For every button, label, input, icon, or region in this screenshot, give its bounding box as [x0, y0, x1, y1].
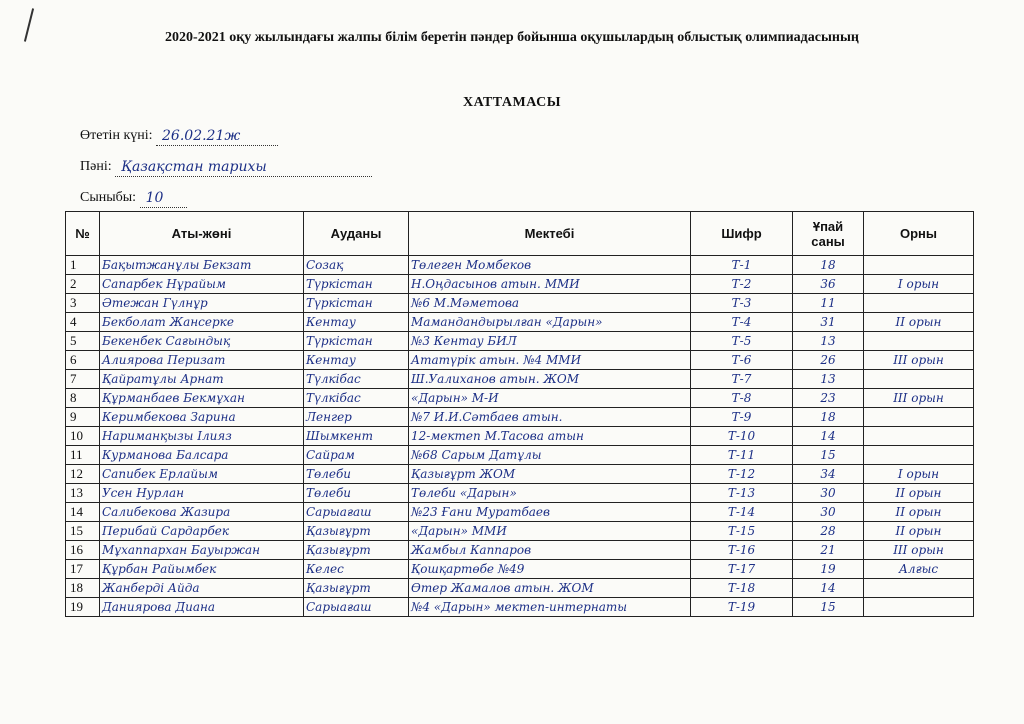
cell-school: Төлеген Момбеков [409, 256, 691, 275]
cell-district: Түркістан [304, 294, 409, 313]
cell-name: Мұхаппархан Бауыржан [100, 541, 304, 560]
cell-school: Қазығұрт ЖОМ [409, 465, 691, 484]
cell-place: I орын [864, 465, 974, 484]
cell-score: 30 [793, 503, 864, 522]
cell-score: 28 [793, 522, 864, 541]
cell-num: 4 [66, 313, 100, 332]
date-field [80, 126, 278, 146]
cell-num: 1 [66, 256, 100, 275]
cell-num: 7 [66, 370, 100, 389]
grade-value: 10 [140, 189, 187, 208]
cell-cipher: Т-2 [691, 275, 793, 294]
table-row [66, 294, 974, 313]
cell-place: I орын [864, 275, 974, 294]
cell-num: 9 [66, 408, 100, 427]
table-row [66, 598, 974, 617]
cell-score: 15 [793, 598, 864, 617]
cell-cipher: Т-17 [691, 560, 793, 579]
cell-district: Қазығұрт [304, 541, 409, 560]
cell-cipher: Т-12 [691, 465, 793, 484]
cell-place: II орын [864, 503, 974, 522]
cell-district: Сайрам [304, 446, 409, 465]
cell-num: 18 [66, 579, 100, 598]
cell-cipher: Т-4 [691, 313, 793, 332]
cell-num: 16 [66, 541, 100, 560]
cell-school: «Дарын» М-И [409, 389, 691, 408]
cell-num: 14 [66, 503, 100, 522]
cell-num: 15 [66, 522, 100, 541]
cell-score: 11 [793, 294, 864, 313]
cell-score: 34 [793, 465, 864, 484]
cell-cipher: Т-7 [691, 370, 793, 389]
cell-cipher: Т-8 [691, 389, 793, 408]
cell-place: Алғыс [864, 560, 974, 579]
cell-place: III орын [864, 389, 974, 408]
cell-school: 12-мектеп М.Тасова атын [409, 427, 691, 446]
cell-num: 12 [66, 465, 100, 484]
cell-school: Қошқартөбе №49 [409, 560, 691, 579]
table-row [66, 408, 974, 427]
cell-cipher: Т-6 [691, 351, 793, 370]
cell-name: Құрбан Райымбек [100, 560, 304, 579]
cell-score: 15 [793, 446, 864, 465]
cell-cipher: Т-19 [691, 598, 793, 617]
cell-cipher: Т-13 [691, 484, 793, 503]
cell-num: 13 [66, 484, 100, 503]
header-score: Ұпай саны [793, 212, 864, 256]
cell-score: 31 [793, 313, 864, 332]
cell-score: 14 [793, 427, 864, 446]
cell-district: Қазығұрт [304, 579, 409, 598]
cell-num: 2 [66, 275, 100, 294]
cell-school: Мамандандырылған «Дарын» [409, 313, 691, 332]
cell-place: II орын [864, 484, 974, 503]
cell-district: Кентау [304, 313, 409, 332]
cell-district: Сарыағаш [304, 598, 409, 617]
cell-district: Түлкібас [304, 389, 409, 408]
cell-cipher: Т-3 [691, 294, 793, 313]
cell-score: 18 [793, 408, 864, 427]
cell-name: Сапарбек Нұрайым [100, 275, 304, 294]
header-cipher: Шифр [691, 212, 793, 256]
cell-district: Созақ [304, 256, 409, 275]
subject-value: Қазақстан тарихы [115, 158, 372, 177]
cell-district: Ленгер [304, 408, 409, 427]
cell-district: Төлеби [304, 484, 409, 503]
cell-name: Бекенбек Сағындық [100, 332, 304, 351]
cell-name: Керимбекова Зарина [100, 408, 304, 427]
cell-name: Бекболат Жансерке [100, 313, 304, 332]
cell-district: Қазығұрт [304, 522, 409, 541]
header-name: Аты-жөні [100, 212, 304, 256]
cell-place [864, 579, 974, 598]
cell-name: Алиярова Перизат [100, 351, 304, 370]
cell-place: III орын [864, 541, 974, 560]
table-row [66, 579, 974, 598]
cell-district: Кентау [304, 351, 409, 370]
cell-school: №3 Кентау БИЛ [409, 332, 691, 351]
cell-name: Бақытжанұлы Бекзат [100, 256, 304, 275]
cell-school: Өтер Жамалов атын. ЖОМ [409, 579, 691, 598]
cell-cipher: Т-9 [691, 408, 793, 427]
grade-field [80, 188, 187, 208]
cell-name: Жанберді Айда [100, 579, 304, 598]
cell-num: 10 [66, 427, 100, 446]
cell-place: III орын [864, 351, 974, 370]
cell-name: Құрманбаев Бекмұхан [100, 389, 304, 408]
cell-num: 17 [66, 560, 100, 579]
subject-field [80, 157, 372, 177]
cell-district: Түркістан [304, 332, 409, 351]
cell-school: №4 «Дарын» мектеп-интернаты [409, 598, 691, 617]
cell-num: 19 [66, 598, 100, 617]
table-header-row [66, 212, 974, 256]
cell-place [864, 370, 974, 389]
cell-cipher: Т-18 [691, 579, 793, 598]
table-row [66, 522, 974, 541]
cell-num: 11 [66, 446, 100, 465]
date-label: Өтетін күні: [80, 128, 153, 143]
cell-name: Нариманқызы Ілияз [100, 427, 304, 446]
cell-cipher: Т-15 [691, 522, 793, 541]
date-value: 26.02.21ж [156, 127, 278, 146]
table-row [66, 541, 974, 560]
cell-score: 13 [793, 370, 864, 389]
cell-school: Жамбыл Каппаров [409, 541, 691, 560]
cell-school: №23 Ғани Муратбаев [409, 503, 691, 522]
header-num: № [66, 212, 100, 256]
header-district: Ауданы [304, 212, 409, 256]
grade-label: Сыныбы: [80, 190, 137, 205]
cell-school: Н.Оңдасынов атын. ММИ [409, 275, 691, 294]
table-row [66, 484, 974, 503]
cell-district: Шымкент [304, 427, 409, 446]
cell-district: Түлкібас [304, 370, 409, 389]
cell-score: 30 [793, 484, 864, 503]
cell-district: Түркістан [304, 275, 409, 294]
table-row [66, 465, 974, 484]
cell-name: Салибекова Жазира [100, 503, 304, 522]
table-row [66, 370, 974, 389]
cell-place [864, 427, 974, 446]
cell-district: Келес [304, 560, 409, 579]
table-row [66, 313, 974, 332]
cell-name: Даниярова Диана [100, 598, 304, 617]
cell-num: 3 [66, 294, 100, 313]
cell-cipher: Т-1 [691, 256, 793, 275]
cell-place [864, 598, 974, 617]
cell-cipher: Т-10 [691, 427, 793, 446]
table-row [66, 446, 974, 465]
cell-num: 5 [66, 332, 100, 351]
table-row [66, 560, 974, 579]
table-row [66, 503, 974, 522]
cell-score: 14 [793, 579, 864, 598]
subject-label: Пәні: [80, 159, 112, 174]
cell-name: Әтежан Гүлнұр [100, 294, 304, 313]
cell-school: «Дарын» ММИ [409, 522, 691, 541]
header-school: Мектебі [409, 212, 691, 256]
cell-place [864, 294, 974, 313]
cell-name: Курманова Балсара [100, 446, 304, 465]
cell-name: Перибай Сардарбек [100, 522, 304, 541]
cell-num: 8 [66, 389, 100, 408]
cell-place: II орын [864, 522, 974, 541]
cell-district: Төлеби [304, 465, 409, 484]
cell-score: 36 [793, 275, 864, 294]
cell-school: №7 И.И.Сәтбаев атын. [409, 408, 691, 427]
cell-score: 26 [793, 351, 864, 370]
cell-place [864, 332, 974, 351]
cell-num: 6 [66, 351, 100, 370]
cell-place [864, 408, 974, 427]
cell-cipher: Т-11 [691, 446, 793, 465]
table-row [66, 389, 974, 408]
cell-score: 19 [793, 560, 864, 579]
document-title: 2020-2021 оқу жылындағы жалпы білім беретін пәндер бойынша оқушылардың облыстық олимпиадасының [165, 30, 859, 45]
cell-school: Ш.Уалиханов атын. ЖОМ [409, 370, 691, 389]
document-subtitle: ХАТТАМАСЫ [462, 95, 562, 110]
cell-place [864, 256, 974, 275]
cell-school: Ататүрік атын. №4 ММИ [409, 351, 691, 370]
table-row [66, 351, 974, 370]
cell-cipher: Т-14 [691, 503, 793, 522]
table-row [66, 427, 974, 446]
table-row [66, 332, 974, 351]
cell-place [864, 446, 974, 465]
table-row [66, 275, 974, 294]
cell-name: Усен Нурлан [100, 484, 304, 503]
cell-cipher: Т-16 [691, 541, 793, 560]
cell-cipher: Т-5 [691, 332, 793, 351]
results-table [65, 211, 974, 617]
cell-score: 18 [793, 256, 864, 275]
cell-score: 21 [793, 541, 864, 560]
cell-score: 23 [793, 389, 864, 408]
table-row [66, 256, 974, 275]
cell-name: Сапибек Ерлайым [100, 465, 304, 484]
cell-school: №6 М.Мәметова [409, 294, 691, 313]
header-place: Орны [864, 212, 974, 256]
cell-school: Төлеби «Дарын» [409, 484, 691, 503]
cell-district: Сарыағаш [304, 503, 409, 522]
cell-school: №68 Сарым Датұлы [409, 446, 691, 465]
cell-place: II орын [864, 313, 974, 332]
cell-score: 13 [793, 332, 864, 351]
cell-name: Қайратұлы Арнат [100, 370, 304, 389]
